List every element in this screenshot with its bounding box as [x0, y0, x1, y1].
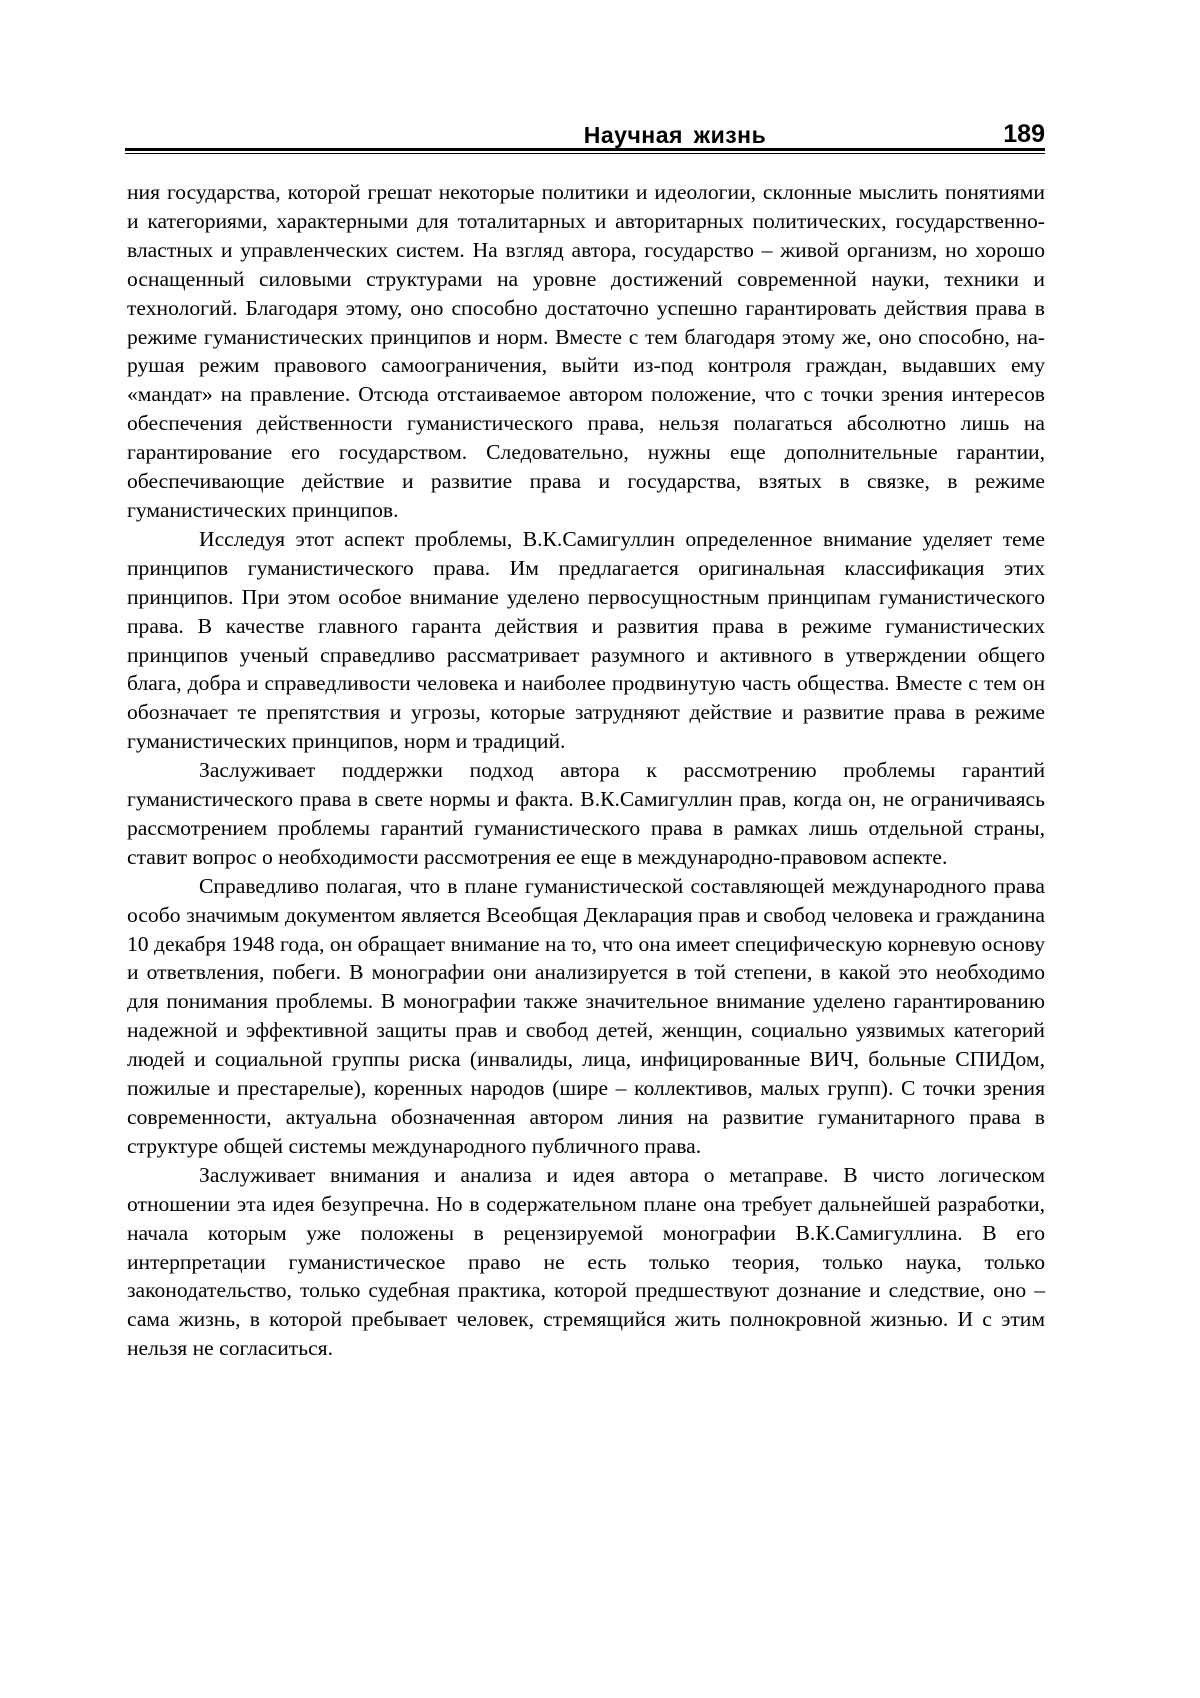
paragraph: Заслуживает поддержки подход автора к рассмотрению проблемы гарантий гуманистического права в свете нормы и факта. В.К.Самигуллин прав, когда он, не ограничиваясь рассмотрением проблемы гарантий гуманистического права в рамках лишь отдельной страны, ставит вопрос о необходимости рассмотрения ее еще в международно-правовом аспекте.: [127, 758, 1045, 869]
header-rule-thick: [125, 148, 1045, 151]
page-number: 189: [1003, 120, 1045, 148]
paragraph: ния государства, которой грешат некоторые политики и идеологии, склонные мыслить понятиями и категориями, характерными для тоталитарных и авторитарных политических, государственно-властных и управленческих систем. На взгляд автора, государство – живой организм, но хорошо оснащенный силовыми структурами на уровне достижений современной науки, техники и технологий. Благодаря этому, оно способно достаточно успешно гарантировать действия права в режиме гуманистических принципов и норм. Вместе с тем благодаря этому же, оно способно, нарушая режим правового самоограничения, выйти из-под контроля граждан, выдавших ему «мандат» на правление. Отсюда отстаиваемое автором положение, что с точки зрения интересов обеспечения действенности гуманистического права, нельзя полагаться абсолютно лишь на гарантирование его государством. Следовательно, нужны еще дополнительные гарантии, обеспечивающие действие и развитие права и государства, взятых в связке, в режиме гуманистических принципов.: [127, 180, 1045, 522]
header-rule-thin: [125, 153, 1045, 154]
paragraph: Исследуя этот аспект проблемы, В.К.Самигуллин определенное внимание уделяет теме принципов гуманистического права. Им предлагается оригинальная классификация этих принципов. При этом особое внимание уделено первосущностным принципам гуманистического права. В качестве главного гаранта действия и развития права в режиме гуманистических принципов ученый справедливо рассматривает разумного и активного в утверждении общего блага, добра и справедливости человека и наиболее продвинутую часть общества. Вместе с тем он обозначает те препятствия и угрозы, которые затрудняют действие и развитие права в режиме гуманистических принципов, норм и традиций.: [127, 526, 1045, 754]
section-title: Научная жизнь: [583, 122, 767, 148]
paragraph: Справедливо полагая, что в плане гуманистической составляющей международного права особо значимым документом является Всеобщая Декларация прав и свобод человека и гражданина 10 декабря 1948 года, он обращает внимание на то, что она имеет специфическую корневую основу и ответвления, побеги. В монографии они анализируется в той степени, в какой это необходимо для понимания проблемы. В монографии также значительное внимание уделено гарантированию надежной и эффективной защиты прав и свобод детей, женщин, социально уязвимых категорий людей и социальной группы риска (инвалиды, лица, инфицированные ВИЧ, больные СПИДом, пожилые и престарелые), коренных народов (шире – коллективов, малых групп). С точки зрения современности, актуальна обозначенная автором линия на развитие гуманитарного права в структуре общей системы международного публичного права.: [127, 873, 1045, 1158]
paragraph: Заслуживает внимания и анализа и идея автора о метаправе. В чисто логическом отношении эта идея безупречна. Но в содержательном плане она требует дальнейшей разработки, начала которым уже положены в рецензируемой монографии В.К.Самигуллина. В его интерпретации гуманистическое право не есть только теория, только наука, только законодательство, только судебная практика, которой предшествуют дознание и следствие, оно – сама жизнь, в которой пребывает человек, стремящийся жить полнокровной жизнью. И с этим нельзя не согласиться.: [127, 1162, 1045, 1361]
body-text: [127, 178, 1045, 1363]
running-header: [125, 118, 1045, 154]
